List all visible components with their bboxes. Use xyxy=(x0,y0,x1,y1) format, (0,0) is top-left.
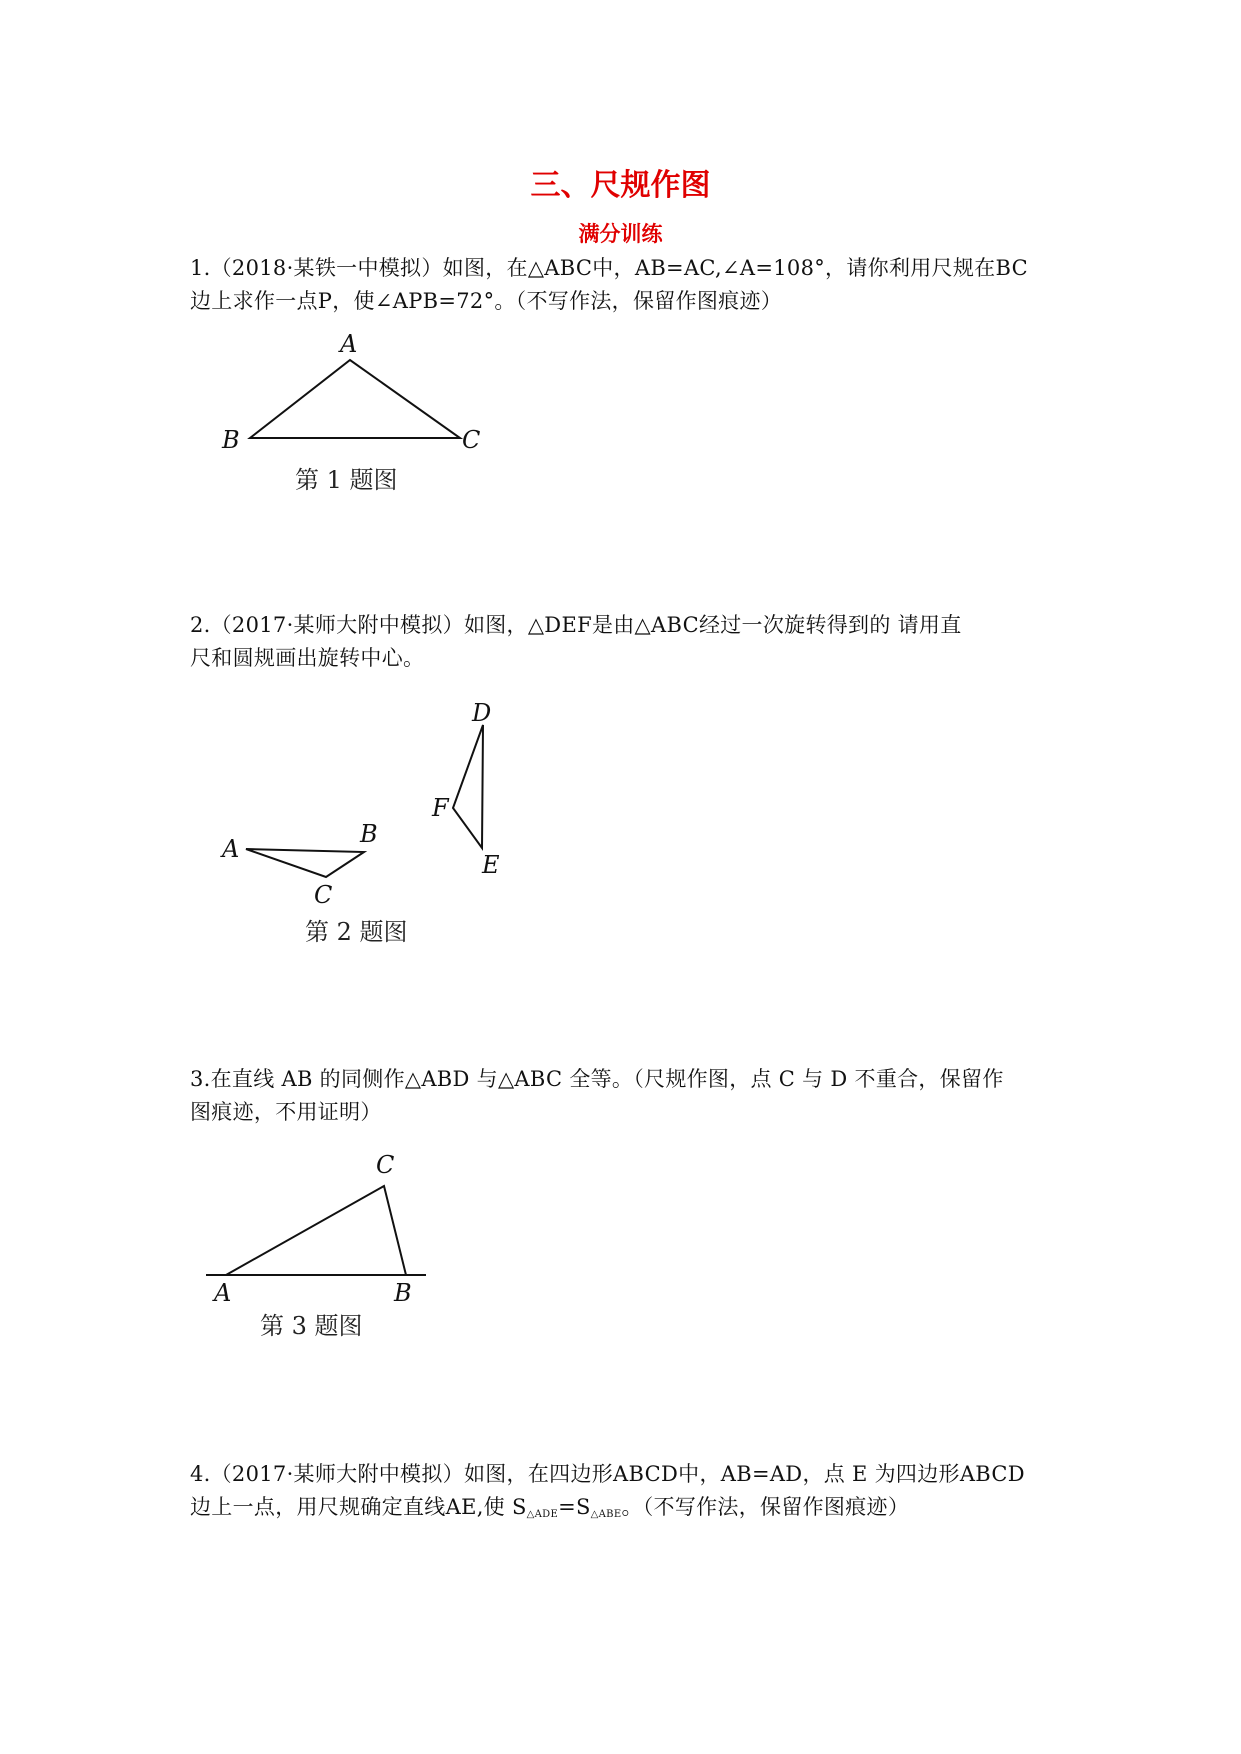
label-a: A xyxy=(214,1279,232,1307)
question-1-line-2: 边上求作一点P，使∠APB=72°。（不写作法，保留作图痕迹） xyxy=(190,289,783,313)
label-b: B xyxy=(360,820,378,848)
question-3-line-1: 3.在直线 AB 的同侧作△ABD 与△ABC 全等。（尺规作图，点 C 与 D 不重合，保留作 xyxy=(190,1067,1004,1091)
label-c: C xyxy=(314,881,333,909)
figure-1-caption: 第 1 题图 xyxy=(295,466,398,494)
label-c: C xyxy=(462,426,481,454)
page-subtitle: 满分训练 xyxy=(578,222,663,246)
triangle-def xyxy=(453,725,483,848)
question-1-line-1: 1.（2018·某铁一中模拟）如图，在△ABC中，AB=AC,∠A=108°，请你利用尺规在BC xyxy=(190,256,1028,280)
question-1-text xyxy=(190,252,1070,318)
question-2-text xyxy=(190,609,1070,675)
figure-3-caption: 第 3 题图 xyxy=(260,1312,363,1340)
question-3-line-2: 图痕迹，不用证明） xyxy=(190,1100,382,1124)
question-2-figure xyxy=(220,700,520,950)
label-d: D xyxy=(472,699,492,727)
question-3-text xyxy=(190,1063,1070,1129)
question-1-figure xyxy=(210,330,490,500)
question-3-figure xyxy=(200,1140,460,1340)
label-e: E xyxy=(482,851,500,879)
question-4-text xyxy=(190,1458,1070,1531)
triangle-abc xyxy=(246,849,364,877)
question-4-line-1: 4.（2017·某师大附中模拟）如图，在四边形ABCD中，AB=AD，点 E 为四边形ABCD xyxy=(190,1462,1025,1486)
label-b: B xyxy=(222,426,240,454)
label-b: B xyxy=(394,1279,412,1307)
label-f: F xyxy=(432,794,449,822)
question-2-line-2: 尺和圆规画出旋转中心。 xyxy=(190,646,425,670)
label-a: A xyxy=(222,835,240,863)
figure-2-caption: 第 2 题图 xyxy=(305,918,408,946)
label-c: C xyxy=(376,1151,395,1179)
subscript-abe: △ABE xyxy=(590,1509,622,1520)
triangle-abc xyxy=(250,360,460,438)
triangle-abc xyxy=(226,1186,406,1275)
question-4-line-2: 边上一点，用尺规确定直线AE,使 $S_{\triangle ADE}=S_{\triangle ABE}$。（不写作法，保留作图痕迹） xyxy=(190,1495,910,1520)
subscript-ade: △ADE xyxy=(526,1509,559,1520)
page-title: 三、尺规作图 xyxy=(530,168,711,203)
question-2-line-1: 2.（2017·某师大附中模拟）如图，△DEF是由△ABC经过一次旋转得到的 请用直 xyxy=(190,613,962,637)
label-a: A xyxy=(340,330,358,358)
